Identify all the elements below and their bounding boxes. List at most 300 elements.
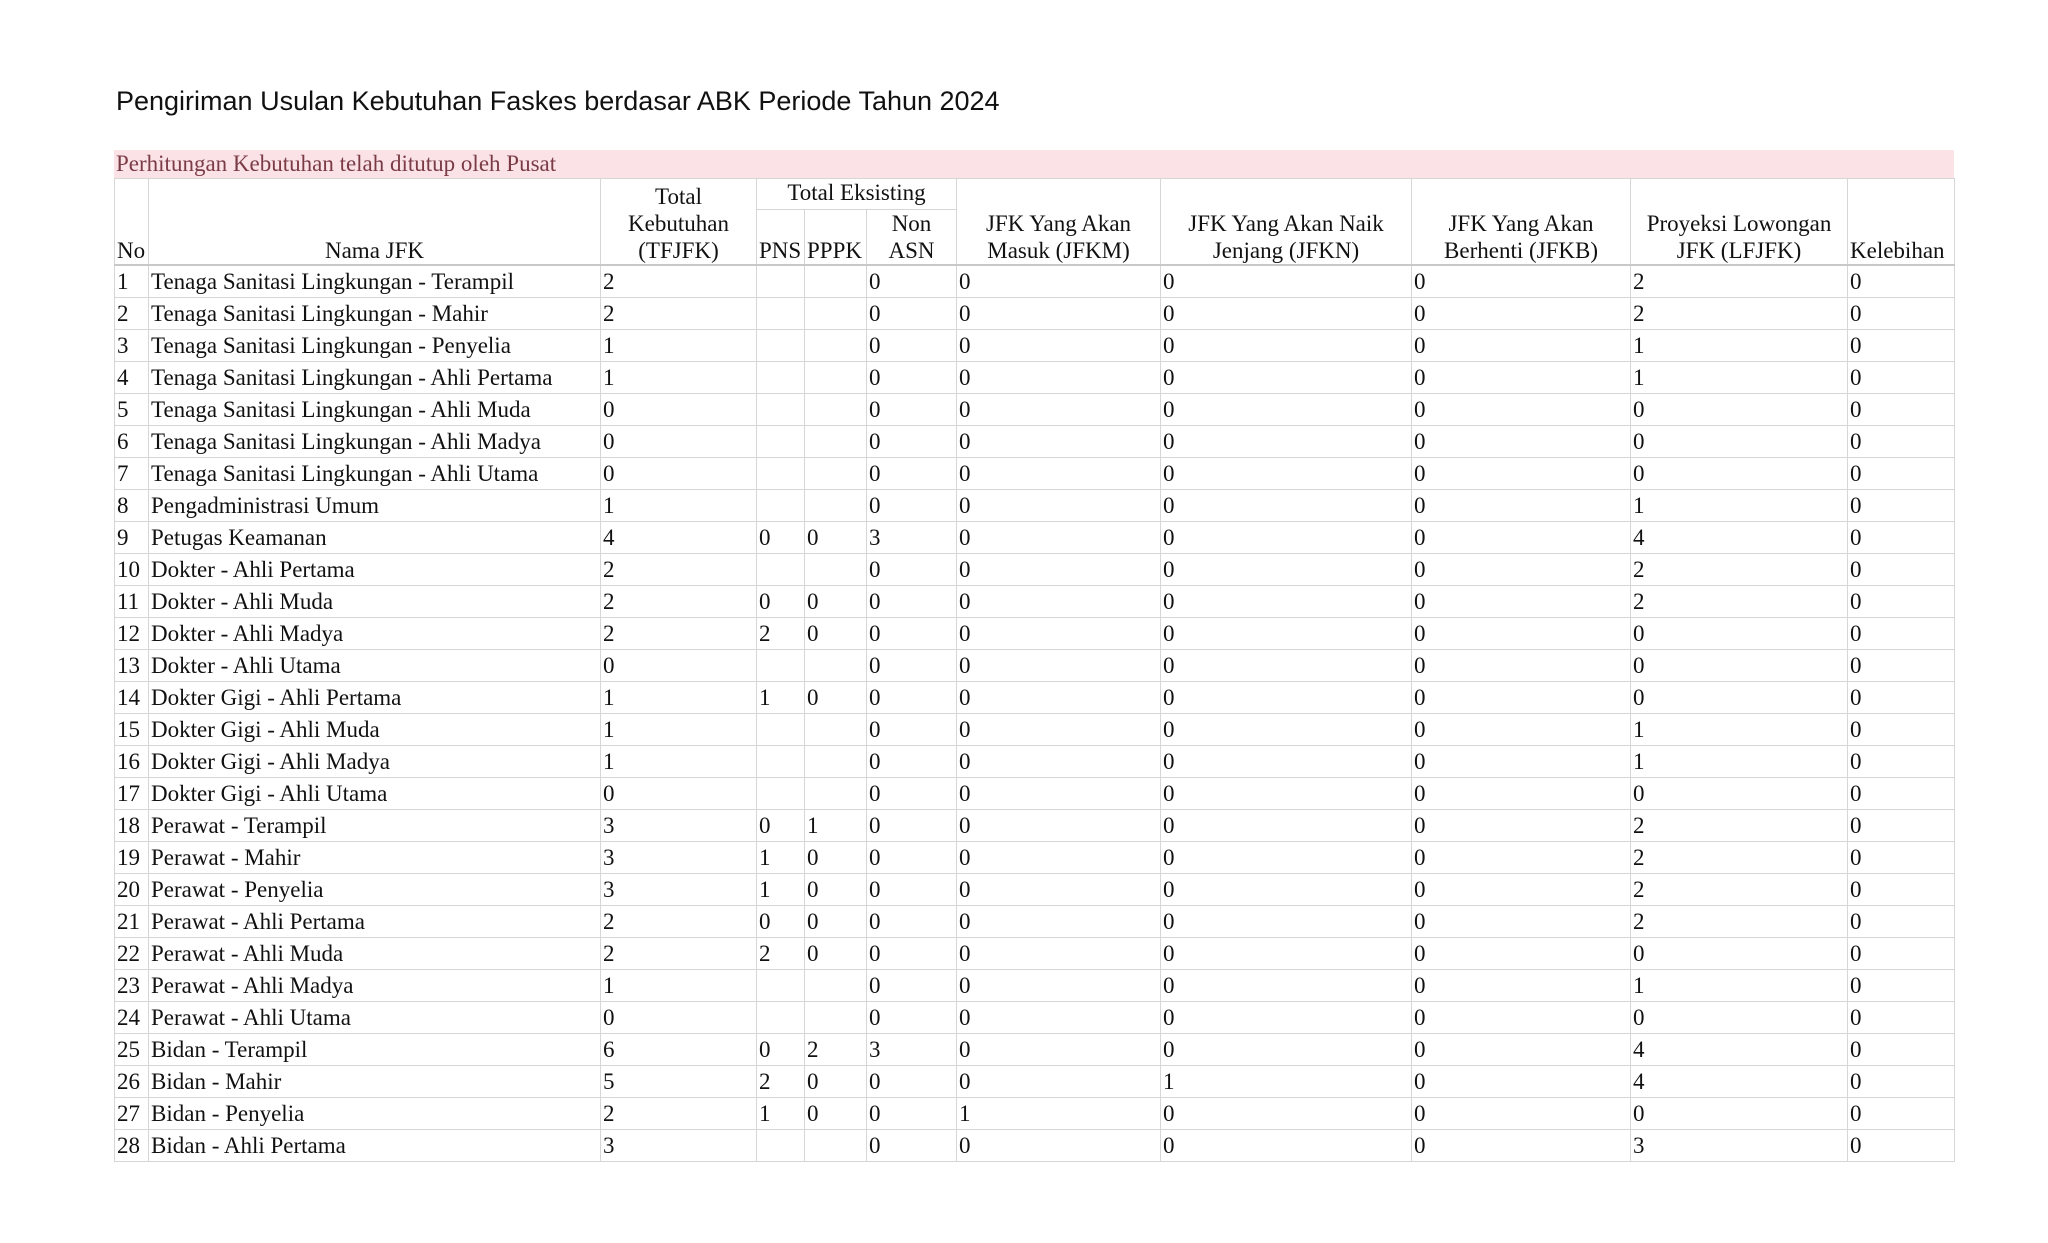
cell-jfkb: 0 [1412, 682, 1631, 714]
cell-no: 26 [115, 1066, 149, 1098]
cell-non-asn: 0 [867, 1066, 957, 1098]
cell-jfkn: 0 [1161, 522, 1412, 554]
cell-jfkb: 0 [1412, 618, 1631, 650]
cell-non-asn: 0 [867, 458, 957, 490]
cell-kelebihan: 0 [1848, 938, 1955, 970]
cell-jfkn: 0 [1161, 330, 1412, 362]
cell-jfkb: 0 [1412, 458, 1631, 490]
table-row [115, 330, 1955, 362]
cell-non-asn: 0 [867, 330, 957, 362]
cell-non-asn: 0 [867, 810, 957, 842]
cell-non-asn: 0 [867, 970, 957, 1002]
cell-jfkm: 0 [957, 458, 1161, 490]
table-row [115, 778, 1955, 810]
cell-jfkn: 0 [1161, 586, 1412, 618]
cell-nama-jfk: Tenaga Sanitasi Lingkungan - Ahli Madya [149, 426, 601, 458]
table-row [115, 265, 1955, 298]
cell-lfjfk: 2 [1631, 586, 1848, 618]
cell-no: 23 [115, 970, 149, 1002]
table-row [115, 554, 1955, 586]
cell-jfkm: 0 [957, 490, 1161, 522]
cell-jfkm: 0 [957, 650, 1161, 682]
header-pns: PNS [757, 210, 805, 266]
cell-pns: 0 [757, 586, 805, 618]
cell-nama-jfk: Tenaga Sanitasi Lingkungan - Penyelia [149, 330, 601, 362]
cell-lfjfk: 0 [1631, 426, 1848, 458]
header-total-kebutuhan: Total Kebutuhan (TFJFK) [601, 179, 757, 266]
cell-total-kebutuhan: 0 [601, 426, 757, 458]
cell-jfkb: 0 [1412, 1034, 1631, 1066]
cell-jfkb: 0 [1412, 1130, 1631, 1162]
cell-nama-jfk: Perawat - Mahir [149, 842, 601, 874]
cell-pns: 0 [757, 810, 805, 842]
cell-no: 13 [115, 650, 149, 682]
cell-kelebihan: 0 [1848, 458, 1955, 490]
cell-kelebihan: 0 [1848, 682, 1955, 714]
cell-no: 28 [115, 1130, 149, 1162]
cell-no: 24 [115, 1002, 149, 1034]
cell-kelebihan: 0 [1848, 970, 1955, 1002]
cell-non-asn: 0 [867, 682, 957, 714]
cell-pppk [805, 426, 867, 458]
cell-kelebihan: 0 [1848, 586, 1955, 618]
cell-jfkn: 0 [1161, 426, 1412, 458]
cell-jfkm: 0 [957, 938, 1161, 970]
cell-nama-jfk: Bidan - Mahir [149, 1066, 601, 1098]
cell-pppk: 0 [805, 586, 867, 618]
cell-kelebihan: 0 [1848, 394, 1955, 426]
cell-pns: 0 [757, 906, 805, 938]
cell-jfkm: 0 [957, 298, 1161, 330]
cell-lfjfk: 4 [1631, 522, 1848, 554]
table-row [115, 810, 1955, 842]
cell-jfkm: 0 [957, 1066, 1161, 1098]
cell-non-asn: 3 [867, 522, 957, 554]
cell-jfkn: 0 [1161, 490, 1412, 522]
table-row [115, 1002, 1955, 1034]
cell-non-asn: 0 [867, 490, 957, 522]
cell-jfkm: 1 [957, 1098, 1161, 1130]
cell-jfkn: 0 [1161, 265, 1412, 298]
header-jfkn: JFK Yang Akan Naik Jenjang (JFKN) [1161, 179, 1412, 266]
cell-kelebihan: 0 [1848, 554, 1955, 586]
cell-nama-jfk: Pengadministrasi Umum [149, 490, 601, 522]
cell-no: 9 [115, 522, 149, 554]
cell-kelebihan: 0 [1848, 842, 1955, 874]
cell-non-asn: 0 [867, 1002, 957, 1034]
cell-jfkb: 0 [1412, 970, 1631, 1002]
cell-jfkn: 0 [1161, 362, 1412, 394]
cell-pns: 0 [757, 522, 805, 554]
cell-jfkn: 0 [1161, 458, 1412, 490]
cell-total-kebutuhan: 2 [601, 298, 757, 330]
cell-pppk: 0 [805, 874, 867, 906]
cell-nama-jfk: Dokter - Ahli Madya [149, 618, 601, 650]
cell-total-kebutuhan: 0 [601, 1002, 757, 1034]
table-row [115, 714, 1955, 746]
cell-jfkn: 0 [1161, 810, 1412, 842]
cell-total-kebutuhan: 2 [601, 554, 757, 586]
table-row [115, 682, 1955, 714]
cell-jfkm: 0 [957, 714, 1161, 746]
cell-nama-jfk: Perawat - Ahli Utama [149, 1002, 601, 1034]
cell-jfkm: 0 [957, 1130, 1161, 1162]
cell-non-asn: 0 [867, 1098, 957, 1130]
cell-jfkb: 0 [1412, 426, 1631, 458]
cell-kelebihan: 0 [1848, 298, 1955, 330]
cell-total-kebutuhan: 1 [601, 330, 757, 362]
cell-jfkn: 1 [1161, 1066, 1412, 1098]
cell-nama-jfk: Dokter Gigi - Ahli Pertama [149, 682, 601, 714]
table-row [115, 1066, 1955, 1098]
cell-non-asn: 0 [867, 554, 957, 586]
cell-total-kebutuhan: 3 [601, 874, 757, 906]
cell-no: 4 [115, 362, 149, 394]
cell-kelebihan: 0 [1848, 1098, 1955, 1130]
cell-non-asn: 0 [867, 906, 957, 938]
cell-pns [757, 298, 805, 330]
table-row [115, 938, 1955, 970]
header-kelebihan: Kelebihan [1848, 179, 1955, 266]
cell-lfjfk: 0 [1631, 618, 1848, 650]
cell-lfjfk: 1 [1631, 362, 1848, 394]
cell-jfkn: 0 [1161, 1034, 1412, 1066]
cell-kelebihan: 0 [1848, 810, 1955, 842]
cell-total-kebutuhan: 3 [601, 810, 757, 842]
cell-total-kebutuhan: 0 [601, 650, 757, 682]
closed-notice-banner: Perhitungan Kebutuhan telah ditutup oleh Pusat [114, 150, 1954, 178]
cell-non-asn: 0 [867, 842, 957, 874]
cell-non-asn: 0 [867, 362, 957, 394]
cell-nama-jfk: Dokter Gigi - Ahli Muda [149, 714, 601, 746]
cell-pns [757, 778, 805, 810]
cell-non-asn: 0 [867, 1130, 957, 1162]
table-row [115, 906, 1955, 938]
cell-pppk: 0 [805, 1066, 867, 1098]
cell-lfjfk: 1 [1631, 490, 1848, 522]
cell-no: 14 [115, 682, 149, 714]
cell-total-kebutuhan: 0 [601, 394, 757, 426]
header-total-eksisting: Total Eksisting [757, 179, 957, 210]
cell-nama-jfk: Dokter - Ahli Muda [149, 586, 601, 618]
cell-jfkn: 0 [1161, 746, 1412, 778]
cell-non-asn: 0 [867, 746, 957, 778]
cell-no: 1 [115, 265, 149, 298]
cell-pppk [805, 778, 867, 810]
cell-jfkb: 0 [1412, 810, 1631, 842]
cell-pppk [805, 746, 867, 778]
cell-jfkm: 0 [957, 746, 1161, 778]
cell-jfkb: 0 [1412, 1098, 1631, 1130]
cell-non-asn: 0 [867, 778, 957, 810]
cell-jfkn: 0 [1161, 874, 1412, 906]
cell-pns [757, 426, 805, 458]
cell-total-kebutuhan: 2 [601, 906, 757, 938]
cell-pns: 1 [757, 842, 805, 874]
cell-no: 7 [115, 458, 149, 490]
cell-total-kebutuhan: 2 [601, 265, 757, 298]
cell-pns [757, 714, 805, 746]
cell-jfkn: 0 [1161, 298, 1412, 330]
cell-kelebihan: 0 [1848, 714, 1955, 746]
cell-no: 18 [115, 810, 149, 842]
cell-jfkm: 0 [957, 842, 1161, 874]
cell-jfkm: 0 [957, 586, 1161, 618]
cell-kelebihan: 0 [1848, 426, 1955, 458]
cell-jfkb: 0 [1412, 265, 1631, 298]
header-nama-jfk: Nama JFK [149, 179, 601, 266]
header-lfjfk: Proyeksi Lowongan JFK (LFJFK) [1631, 179, 1848, 266]
cell-non-asn: 0 [867, 714, 957, 746]
cell-jfkm: 0 [957, 1034, 1161, 1066]
cell-pns [757, 458, 805, 490]
table-row [115, 1130, 1955, 1162]
cell-jfkb: 0 [1412, 1066, 1631, 1098]
cell-kelebihan: 0 [1848, 618, 1955, 650]
table-row [115, 426, 1955, 458]
cell-pppk [805, 1130, 867, 1162]
cell-kelebihan: 0 [1848, 906, 1955, 938]
cell-pns [757, 650, 805, 682]
cell-pppk [805, 970, 867, 1002]
cell-lfjfk: 2 [1631, 842, 1848, 874]
table-row [115, 842, 1955, 874]
table-row [115, 490, 1955, 522]
cell-no: 27 [115, 1098, 149, 1130]
cell-no: 8 [115, 490, 149, 522]
cell-total-kebutuhan: 4 [601, 522, 757, 554]
cell-pns [757, 330, 805, 362]
cell-jfkb: 0 [1412, 554, 1631, 586]
cell-pns [757, 362, 805, 394]
cell-pns [757, 970, 805, 1002]
cell-pppk: 2 [805, 1034, 867, 1066]
cell-non-asn: 0 [867, 938, 957, 970]
cell-jfkb: 0 [1412, 394, 1631, 426]
cell-lfjfk: 1 [1631, 746, 1848, 778]
cell-nama-jfk: Bidan - Penyelia [149, 1098, 601, 1130]
cell-nama-jfk: Tenaga Sanitasi Lingkungan - Mahir [149, 298, 601, 330]
cell-pns [757, 746, 805, 778]
cell-no: 12 [115, 618, 149, 650]
table-row [115, 746, 1955, 778]
cell-pppk: 1 [805, 810, 867, 842]
cell-jfkm: 0 [957, 682, 1161, 714]
cell-jfkm: 0 [957, 522, 1161, 554]
cell-kelebihan: 0 [1848, 330, 1955, 362]
cell-lfjfk: 4 [1631, 1034, 1848, 1066]
cell-non-asn: 0 [867, 298, 957, 330]
cell-jfkn: 0 [1161, 842, 1412, 874]
cell-lfjfk: 0 [1631, 938, 1848, 970]
cell-jfkm: 0 [957, 330, 1161, 362]
cell-jfkn: 0 [1161, 778, 1412, 810]
cell-pns: 2 [757, 938, 805, 970]
cell-lfjfk: 2 [1631, 265, 1848, 298]
cell-jfkb: 0 [1412, 298, 1631, 330]
cell-no: 3 [115, 330, 149, 362]
cell-kelebihan: 0 [1848, 874, 1955, 906]
cell-nama-jfk: Dokter Gigi - Ahli Madya [149, 746, 601, 778]
table-row [115, 522, 1955, 554]
cell-no: 2 [115, 298, 149, 330]
cell-nama-jfk: Tenaga Sanitasi Lingkungan - Ahli Pertama [149, 362, 601, 394]
cell-total-kebutuhan: 1 [601, 714, 757, 746]
cell-non-asn: 3 [867, 1034, 957, 1066]
header-no: No [115, 179, 149, 266]
cell-pppk [805, 490, 867, 522]
cell-pns [757, 265, 805, 298]
table-row [115, 1034, 1955, 1066]
cell-jfkm: 0 [957, 394, 1161, 426]
cell-no: 20 [115, 874, 149, 906]
cell-jfkb: 0 [1412, 906, 1631, 938]
cell-no: 15 [115, 714, 149, 746]
cell-no: 25 [115, 1034, 149, 1066]
table-body [115, 265, 1955, 1162]
cell-nama-jfk: Perawat - Terampil [149, 810, 601, 842]
cell-total-kebutuhan: 2 [601, 618, 757, 650]
cell-jfkb: 0 [1412, 938, 1631, 970]
cell-total-kebutuhan: 0 [601, 778, 757, 810]
cell-total-kebutuhan: 2 [601, 938, 757, 970]
cell-no: 16 [115, 746, 149, 778]
cell-nama-jfk: Perawat - Ahli Muda [149, 938, 601, 970]
table-row [115, 970, 1955, 1002]
cell-pppk [805, 650, 867, 682]
cell-no: 10 [115, 554, 149, 586]
cell-jfkb: 0 [1412, 586, 1631, 618]
cell-pppk [805, 298, 867, 330]
cell-non-asn: 0 [867, 650, 957, 682]
cell-no: 6 [115, 426, 149, 458]
cell-jfkm: 0 [957, 618, 1161, 650]
cell-pns: 2 [757, 618, 805, 650]
cell-kelebihan: 0 [1848, 650, 1955, 682]
cell-lfjfk: 0 [1631, 394, 1848, 426]
cell-jfkb: 0 [1412, 490, 1631, 522]
cell-jfkm: 0 [957, 970, 1161, 1002]
cell-pppk [805, 362, 867, 394]
cell-pppk [805, 1002, 867, 1034]
cell-jfkm: 0 [957, 810, 1161, 842]
cell-pns: 1 [757, 1098, 805, 1130]
cell-kelebihan: 0 [1848, 1002, 1955, 1034]
cell-total-kebutuhan: 3 [601, 842, 757, 874]
cell-jfkb: 0 [1412, 714, 1631, 746]
cell-nama-jfk: Perawat - Ahli Madya [149, 970, 601, 1002]
cell-pppk: 0 [805, 938, 867, 970]
cell-lfjfk: 3 [1631, 1130, 1848, 1162]
cell-no: 5 [115, 394, 149, 426]
cell-jfkn: 0 [1161, 554, 1412, 586]
cell-pns [757, 394, 805, 426]
cell-jfkb: 0 [1412, 362, 1631, 394]
table-row [115, 394, 1955, 426]
cell-total-kebutuhan: 1 [601, 746, 757, 778]
cell-nama-jfk: Perawat - Ahli Pertama [149, 906, 601, 938]
table-row [115, 586, 1955, 618]
cell-lfjfk: 1 [1631, 330, 1848, 362]
cell-pns [757, 490, 805, 522]
cell-nama-jfk: Petugas Keamanan [149, 522, 601, 554]
cell-pppk: 0 [805, 842, 867, 874]
cell-non-asn: 0 [867, 394, 957, 426]
cell-jfkm: 0 [957, 362, 1161, 394]
cell-total-kebutuhan: 1 [601, 970, 757, 1002]
cell-lfjfk: 4 [1631, 1066, 1848, 1098]
cell-no: 17 [115, 778, 149, 810]
cell-kelebihan: 0 [1848, 1066, 1955, 1098]
cell-no: 11 [115, 586, 149, 618]
cell-jfkb: 0 [1412, 746, 1631, 778]
cell-lfjfk: 1 [1631, 970, 1848, 1002]
cell-pppk [805, 394, 867, 426]
cell-no: 22 [115, 938, 149, 970]
header-non-asn: Non ASN [867, 210, 957, 266]
cell-total-kebutuhan: 1 [601, 490, 757, 522]
cell-nama-jfk: Bidan - Ahli Pertama [149, 1130, 601, 1162]
cell-jfkm: 0 [957, 874, 1161, 906]
cell-lfjfk: 0 [1631, 778, 1848, 810]
cell-nama-jfk: Perawat - Penyelia [149, 874, 601, 906]
cell-jfkm: 0 [957, 265, 1161, 298]
cell-lfjfk: 1 [1631, 714, 1848, 746]
cell-jfkm: 0 [957, 778, 1161, 810]
cell-pns: 1 [757, 682, 805, 714]
cell-jfkb: 0 [1412, 330, 1631, 362]
cell-lfjfk: 0 [1631, 650, 1848, 682]
cell-pns: 1 [757, 874, 805, 906]
table-row [115, 298, 1955, 330]
cell-kelebihan: 0 [1848, 1130, 1955, 1162]
cell-jfkn: 0 [1161, 394, 1412, 426]
cell-pppk: 0 [805, 1098, 867, 1130]
cell-non-asn: 0 [867, 618, 957, 650]
cell-lfjfk: 2 [1631, 554, 1848, 586]
cell-jfkn: 0 [1161, 938, 1412, 970]
cell-jfkb: 0 [1412, 874, 1631, 906]
cell-total-kebutuhan: 6 [601, 1034, 757, 1066]
cell-lfjfk: 0 [1631, 682, 1848, 714]
cell-jfkb: 0 [1412, 778, 1631, 810]
cell-jfkm: 0 [957, 426, 1161, 458]
cell-total-kebutuhan: 2 [601, 586, 757, 618]
cell-lfjfk: 2 [1631, 874, 1848, 906]
cell-no: 19 [115, 842, 149, 874]
cell-no: 21 [115, 906, 149, 938]
cell-jfkn: 0 [1161, 1130, 1412, 1162]
cell-kelebihan: 0 [1848, 362, 1955, 394]
cell-jfkb: 0 [1412, 842, 1631, 874]
cell-non-asn: 0 [867, 426, 957, 458]
cell-nama-jfk: Tenaga Sanitasi Lingkungan - Ahli Utama [149, 458, 601, 490]
cell-pppk [805, 458, 867, 490]
cell-total-kebutuhan: 1 [601, 362, 757, 394]
cell-total-kebutuhan: 2 [601, 1098, 757, 1130]
cell-jfkn: 0 [1161, 906, 1412, 938]
cell-lfjfk: 0 [1631, 1098, 1848, 1130]
cell-jfkb: 0 [1412, 522, 1631, 554]
cell-pppk [805, 265, 867, 298]
jfk-needs-table [114, 178, 1955, 1162]
table-header [115, 179, 1955, 266]
table-row [115, 1098, 1955, 1130]
cell-pppk: 0 [805, 906, 867, 938]
table-row [115, 650, 1955, 682]
table-row [115, 458, 1955, 490]
cell-nama-jfk: Bidan - Terampil [149, 1034, 601, 1066]
